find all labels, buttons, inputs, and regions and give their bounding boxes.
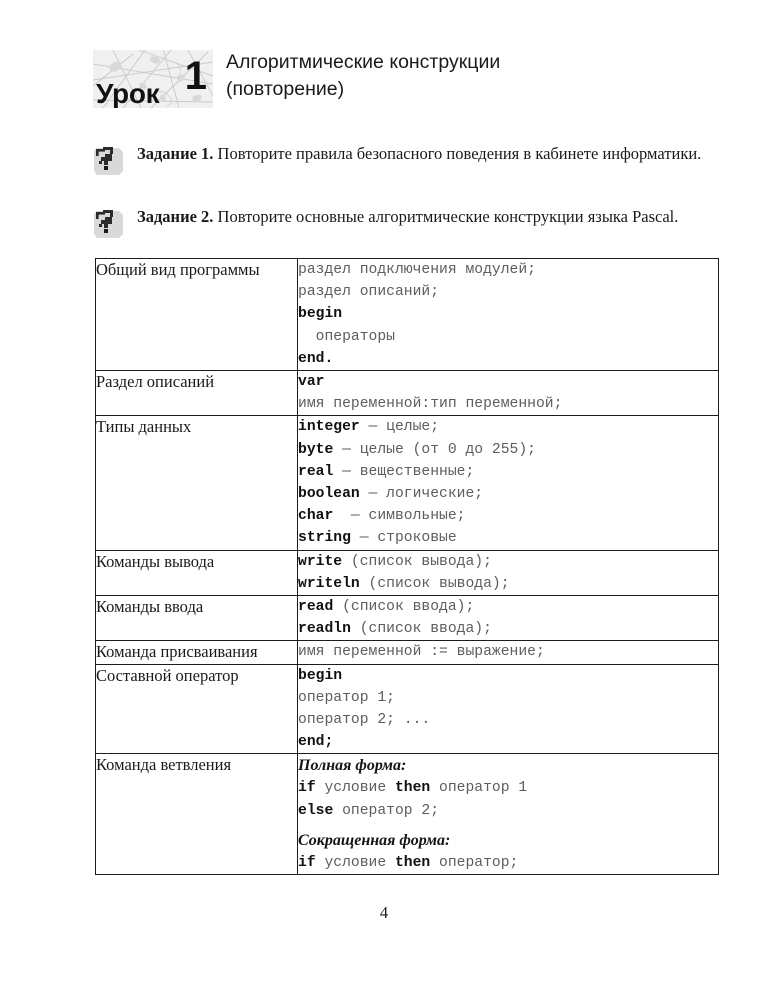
code-line: [298, 709, 718, 731]
page-title-line-2: (повторение): [226, 78, 345, 100]
code-form-heading: Сокращенная форма:: [298, 831, 451, 849]
construct-code-cell: [298, 641, 719, 664]
code-keyword: if: [298, 854, 316, 871]
question-mark-icon: [93, 207, 123, 239]
algorithmic-constructs-table: [95, 258, 719, 875]
construct-code-cell: [298, 550, 719, 595]
code-text: оператор;: [430, 854, 519, 871]
code-text: имя переменной:тип переменной;: [298, 396, 563, 413]
code-text: — строковые: [350, 530, 457, 547]
construct-name-cell: Общий вид программы: [96, 259, 298, 371]
code-line: [298, 416, 718, 438]
construct-name-cell: Команды вывода: [96, 550, 298, 595]
construct-code-cell: [298, 596, 719, 641]
code-line: [298, 371, 718, 393]
code-keyword: boolean: [298, 486, 360, 503]
question-mark-icon: [93, 144, 123, 176]
code-keyword: begin: [298, 306, 343, 323]
code-line: [298, 461, 718, 483]
code-text: раздел подключения модулей;: [298, 262, 536, 278]
code-keyword: integer: [298, 419, 360, 436]
code-text: оператор 1;: [298, 689, 395, 706]
code-keyword: string: [298, 530, 351, 547]
code-line: [298, 303, 718, 325]
code-keyword: byte: [298, 441, 334, 458]
code-keyword: then: [394, 854, 431, 871]
code-text: операторы: [298, 328, 395, 345]
code-keyword: readln: [298, 621, 351, 638]
code-line: [298, 852, 718, 874]
construct-name-cell: Раздел описаний: [96, 371, 298, 416]
code-keyword: end.: [298, 350, 334, 367]
code-text: — символьные;: [333, 508, 466, 525]
code-line: [298, 439, 718, 461]
code-line: [298, 573, 718, 595]
code-text: имя переменной := выражение;: [298, 644, 545, 661]
code-keyword: real: [298, 463, 334, 480]
table-row: [96, 416, 719, 550]
code-line: [298, 596, 718, 618]
code-text: — вещественные;: [333, 463, 475, 480]
code-keyword: else: [298, 802, 334, 819]
lesson-header: [93, 50, 713, 112]
table-row: [96, 596, 719, 641]
code-line: [298, 527, 718, 549]
code-text: условие: [315, 854, 395, 871]
construct-name-cell: Типы данных: [96, 416, 298, 550]
construct-code-cell: [298, 754, 719, 875]
lesson-badge: [93, 50, 213, 108]
code-keyword: then: [394, 780, 431, 797]
code-text: — целые (от 0 до 255);: [333, 441, 536, 458]
table-row: [96, 664, 719, 754]
code-keyword: var: [298, 374, 325, 391]
construct-name-cell: Команда присваивания: [96, 641, 298, 664]
code-text: (список ввода);: [333, 599, 475, 616]
table-row: [96, 754, 719, 875]
code-text: — целые;: [359, 419, 440, 436]
table-row: [96, 641, 719, 664]
lesson-badge-number: 1: [184, 54, 207, 98]
task-item-1: [93, 142, 718, 166]
construct-name-cell: Команды ввода: [96, 596, 298, 641]
lesson-badge-word: Урок: [96, 78, 160, 108]
page-title: [226, 49, 706, 103]
code-line: [298, 551, 718, 573]
code-text: — логические;: [359, 486, 484, 503]
construct-name-cell: Составной оператор: [96, 664, 298, 754]
code-line: [298, 326, 718, 348]
task-description-2: Повторите основные алгоритмические конструкции языка Pascal.: [213, 207, 679, 226]
construct-name-cell: Команда ветвления: [96, 754, 298, 875]
code-keyword: end;: [298, 734, 334, 751]
code-keyword: writeln: [298, 575, 360, 592]
code-text: (список вывода);: [342, 553, 492, 570]
code-line: [298, 483, 718, 505]
task-description-1: Повторите правила безопасного поведения в кабинете информатики.: [213, 144, 702, 163]
code-line: [298, 777, 718, 799]
construct-code-cell: [298, 371, 719, 416]
table-row: [96, 259, 719, 371]
code-keyword: if: [298, 780, 316, 797]
task-text-2: [137, 205, 718, 229]
code-line: [298, 665, 718, 687]
code-line: [298, 281, 718, 303]
code-line: [298, 641, 718, 663]
code-form-heading: Полная форма:: [298, 757, 407, 775]
construct-code-cell: [298, 416, 719, 550]
code-line: [298, 800, 718, 822]
code-line: [298, 393, 718, 415]
task-label-1: Задание 1.: [137, 144, 214, 163]
code-line: [298, 618, 718, 640]
table-row: [96, 550, 719, 595]
code-text: условие: [315, 780, 395, 797]
code-line: [298, 731, 718, 753]
table-body: [96, 259, 719, 875]
task-text-1: [137, 142, 718, 166]
code-line-spacer: [298, 822, 718, 829]
table-row: [96, 371, 719, 416]
page-title-line-1: Алгоритмические конструкции: [226, 51, 501, 73]
code-keyword: begin: [298, 667, 343, 684]
task-item-2: [93, 205, 718, 229]
code-line: [298, 505, 718, 527]
code-text: (список ввода);: [350, 621, 492, 638]
code-keyword: read: [298, 599, 334, 616]
code-keyword: char: [298, 508, 334, 525]
code-text: раздел описаний;: [298, 284, 440, 301]
code-text: (список вывода);: [359, 575, 510, 592]
code-keyword: write: [298, 553, 343, 570]
code-line: [298, 259, 718, 281]
code-line: [298, 687, 718, 709]
code-text: оператор 1: [430, 780, 528, 797]
code-text: оператор 2;: [333, 802, 440, 819]
code-line: [298, 348, 718, 370]
code-text: оператор 2; ...: [298, 712, 431, 729]
construct-code-cell: [298, 664, 719, 754]
page-number: 4: [379, 903, 389, 922]
task-label-2: Задание 2.: [137, 207, 214, 226]
construct-code-cell: [298, 259, 719, 371]
